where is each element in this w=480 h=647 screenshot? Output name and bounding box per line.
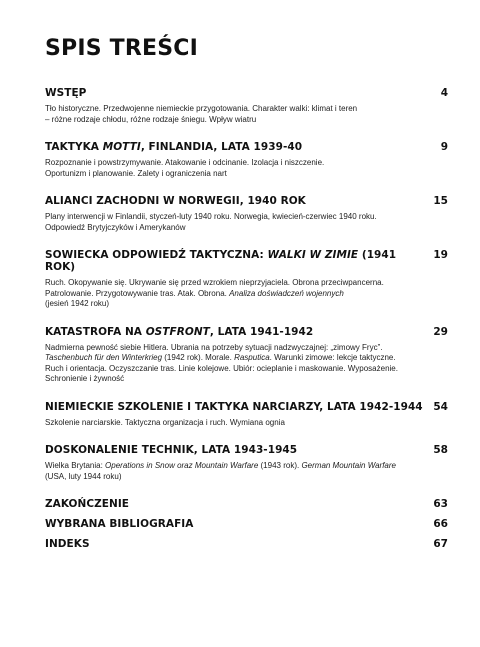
toc-entry-row xyxy=(45,518,448,530)
toc-entry-row xyxy=(45,538,448,550)
heading-part: TAKTYKA xyxy=(45,141,103,153)
heading-part: , FINLANDIA, LATA 1939-40 xyxy=(140,141,303,153)
desc-line: (USA, luty 1944 roku) xyxy=(45,471,122,481)
toc-entry-zakonczenie xyxy=(45,498,448,510)
toc-page-number: 4 xyxy=(440,87,448,99)
desc-line: Tło historyczne. Przedwojenne niemieckie przygotowania. Charakter walki: klimat i teren xyxy=(45,104,358,113)
heading-part: , LATA 1941-1942 xyxy=(209,325,314,338)
desc-line xyxy=(45,289,412,300)
desc-part: (1943 rok). xyxy=(258,461,302,470)
desc-line: Nadmierna pewność siebie Hitlera. Ubrania na potrzeby sytuacji nadzwyczajnej: „zimowy Fryc”. xyxy=(45,342,383,352)
toc-heading[interactable]: INDEKS xyxy=(45,538,90,550)
toc-entry-row xyxy=(45,87,448,99)
toc-description xyxy=(45,343,448,385)
toc-heading[interactable] xyxy=(45,141,302,153)
toc-description xyxy=(45,212,448,233)
desc-part: (1942 rok). Morale. xyxy=(162,353,235,362)
heading-italic: MOTTI xyxy=(102,141,141,153)
desc-line: Ruch i orientacja. Oczyszczanie tras. Linie kolejowe. Ubiór: ocieplanie i maskowanie. Wyposażenie. xyxy=(45,363,398,373)
toc-entry-bibliografia xyxy=(45,518,448,530)
heading-part: (1941 ROK) xyxy=(45,249,397,273)
desc-part: Wielka Brytania: xyxy=(45,461,106,470)
toc-page-number: 54 xyxy=(433,400,448,413)
toc-entry-row xyxy=(45,249,448,273)
page-title: SPIS TREŚCI xyxy=(45,36,199,61)
toc-heading[interactable]: DOSKONALENIE TECHNIK, LATA 1943-1945 xyxy=(45,444,298,456)
desc-line: Oportunizm i planowanie. Zalety i ograniczenia nart xyxy=(45,168,227,178)
desc-line: Plany interwencji w Finlandii, styczeń-luty 1940 roku. Norwegia, kwiecień-czerwiec 1940 roku. xyxy=(45,212,377,221)
toc-heading[interactable] xyxy=(45,326,313,338)
desc-italic: Taschenbuch für den Winterkrieg xyxy=(45,353,163,362)
toc-entry-szkolenie xyxy=(45,401,448,429)
toc-entry-row xyxy=(45,498,448,510)
toc-entry-row xyxy=(45,195,448,207)
desc-line: Odpowiedź Brytyjczyków i Amerykanów xyxy=(45,222,186,232)
desc-italic: Analiza doświadczeń wojennych xyxy=(229,288,344,298)
heading-italic: WALKI W ZIMIE xyxy=(267,249,359,261)
desc-italic: German Mountain Warfare xyxy=(301,461,396,470)
heading-part: SOWIECKA ODPOWIEDŹ TAKTYCZNA: xyxy=(45,249,268,261)
toc-page-number: 67 xyxy=(433,538,448,550)
toc-page-number: 15 xyxy=(433,195,448,207)
heading-part: KATASTROFA NA xyxy=(45,325,146,338)
toc-entry-doskonalenie xyxy=(45,444,448,482)
heading-italic: OSTFRONT xyxy=(145,325,210,338)
desc-line: – różne rodzaje chłodu, różne rodzaje śniegu. Wpływ wiatru xyxy=(45,114,257,124)
toc-description xyxy=(45,461,448,482)
desc-line: Schronienie i żywność xyxy=(45,374,125,383)
toc-description xyxy=(45,418,448,429)
desc-part: Patrolowanie. Przygotowywanie tras. Atak. Obrona. xyxy=(45,288,230,298)
toc-entry-row xyxy=(45,401,448,413)
toc-heading[interactable]: WYBRANA BIBLIOGRAFIA xyxy=(45,518,194,530)
toc-entry-norwegia xyxy=(45,195,448,233)
toc-description xyxy=(45,158,448,179)
toc-page-number: 29 xyxy=(433,325,448,338)
toc-heading[interactable]: ZAKOŃCZENIE xyxy=(45,498,130,510)
toc-entry-sowiecka xyxy=(45,249,448,310)
toc-page-number: 19 xyxy=(433,249,448,261)
desc-line xyxy=(45,461,412,472)
desc-line: (jesień 1942 roku) xyxy=(45,299,110,308)
desc-italic: Operations in Snow oraz Mountain Warfare xyxy=(105,461,259,470)
toc-page-number: 9 xyxy=(440,141,448,153)
toc-heading[interactable]: ALIANCI ZACHODNI W NORWEGII, 1940 ROK xyxy=(45,195,306,207)
toc-entry-motti xyxy=(45,141,448,179)
toc-entry-ostfront xyxy=(45,326,448,385)
desc-part: . Warunki zimowe: lekcje taktyczne. xyxy=(269,353,396,362)
toc-heading[interactable]: WSTĘP xyxy=(45,87,87,99)
toc-description xyxy=(45,278,448,310)
toc-entry-indeks xyxy=(45,538,448,550)
toc-heading[interactable]: NIEMIECKIE SZKOLENIE I TAKTYKA NARCIARZY, LATA 1942-1944 xyxy=(45,400,423,413)
desc-line: Rozpoznanie i powstrzymywanie. Atakowanie i odcinanie. Izolacja i niszczenie. xyxy=(45,158,325,167)
toc-entry-row xyxy=(45,141,448,153)
toc-entry-row xyxy=(45,326,448,338)
toc-heading[interactable] xyxy=(45,249,423,273)
toc-entry-wstep xyxy=(45,87,448,125)
toc-page-number: 63 xyxy=(433,498,448,510)
desc-line xyxy=(45,353,412,364)
toc-page-number: 66 xyxy=(433,518,448,530)
toc-description xyxy=(45,104,448,125)
desc-line: Szkolenie narciarskie. Taktyczna organizacja i ruch. Wymiana ognia xyxy=(45,417,285,427)
desc-line: Ruch. Okopywanie się. Ukrywanie się przed wzrokiem nieprzyjaciela. Obrona przeciwpancerna. xyxy=(45,278,384,287)
toc-entry-row xyxy=(45,444,448,456)
toc-page-number: 58 xyxy=(433,444,448,456)
desc-italic: Rasputica xyxy=(234,353,270,362)
